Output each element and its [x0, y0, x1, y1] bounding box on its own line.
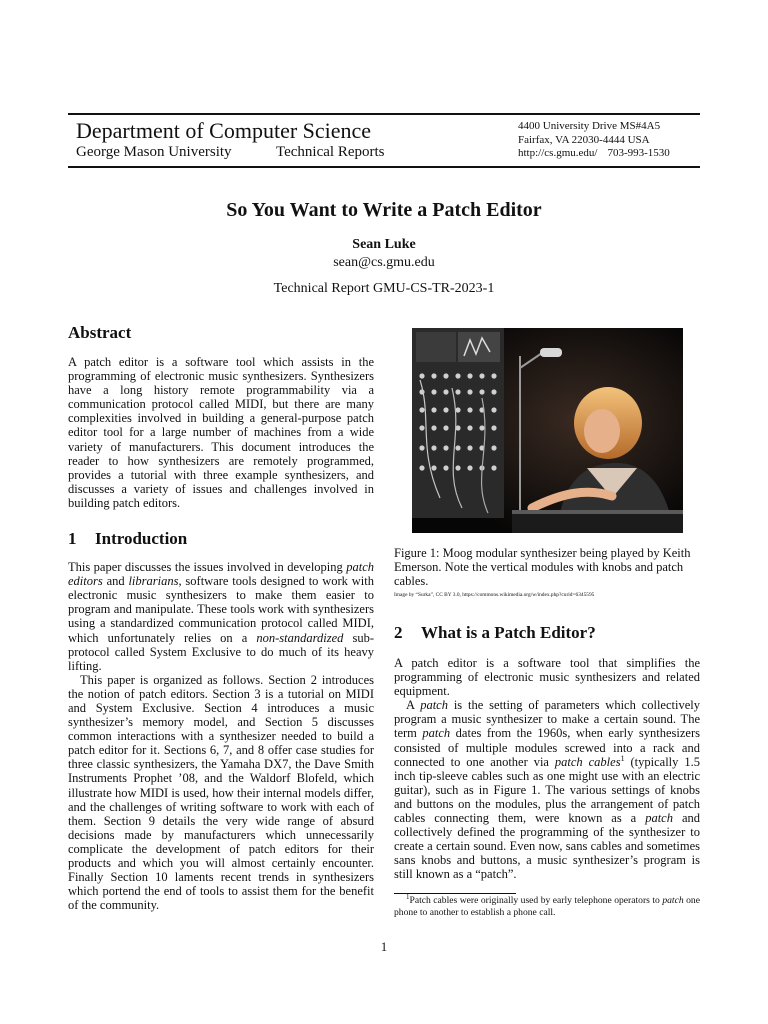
section-2-paragraph-1: A patch editor is a software tool that simplifies the programming of electronic music synthesizers and related equipment.	[394, 656, 700, 699]
department-url: http://cs.gmu.edu/	[518, 147, 598, 159]
footnote-1	[394, 892, 700, 918]
sec2-p2-text-e: and collectively defined the programming of the synthesizer to create a certain sound. Even now, sans cables and sometimes sans knobs and buttons, a music synthesizer’s program is still known as a “patch”.	[394, 811, 700, 882]
abstract-text: A patch editor is a software tool which assists in the programming of electronic music synthesizers. Synthesizers have a long history remote programmability via a communication protocol called MIDI, but there are many complexities involved in building a general-purpose patch editor tool for a large number of machines from a wide variety of manufacturers. This document introduces the reader to how synthesizers are remotely programmed, provides a tutorial with three example synthesizers, and discusses a variety of issues and challenges involved in building patch editors.	[68, 355, 374, 510]
footnote-text-b: one phone to another to establish a phone call.	[394, 895, 700, 918]
intro-p1-emphasis-non-standardized: non-standardized	[256, 630, 344, 645]
abstract-heading: Abstract	[68, 323, 132, 342]
sec2-p2-emphasis-patch-2: patch	[645, 811, 673, 826]
section-2-heading	[394, 623, 700, 643]
sec2-p2-emphasis-patch: patch	[420, 698, 448, 713]
intro-p1-emphasis-patch-editors: patch editors	[68, 560, 374, 589]
sec2-p2-text-c: dates from the 1960s, when early synthesizers consisted of multiple modules screwed into a rack and connected to one another via	[394, 726, 700, 769]
sec2-p2-text-a: A	[406, 698, 421, 713]
image-credit: Image by “Surka”, CC BY 3.0, https://commons.wikimedia.org/w/index.php?curid=6345595	[394, 592, 595, 598]
introduction-paragraph-1	[68, 560, 374, 673]
author-name: Sean Luke	[352, 237, 416, 252]
intro-p1-text-a: This paper discusses the issues involved in developing	[68, 560, 347, 575]
footnote-marker-1[interactable]: 1	[620, 753, 625, 763]
header-top-rule	[68, 113, 700, 115]
intro-p1-text-c: , software tools designed to work with electronic music synthesizers to make them easier to program and manipulate. These tools work with synthesizers using a standardized communication protocol called MIDI, which unfortunately relies on a	[68, 574, 374, 645]
introduction-heading-text: Introduction	[95, 529, 188, 549]
intro-p1-text-b: and	[102, 574, 129, 589]
department-address	[518, 120, 670, 161]
report-number: Technical Report GMU-CS-TR-2023-1	[273, 281, 495, 296]
footnote-rule	[394, 893, 516, 894]
section-2-paragraph-2	[394, 698, 700, 881]
address-line-1: 4400 University Drive MS#4A5	[518, 120, 661, 132]
department-name: Department of Computer Science	[76, 118, 372, 143]
introduction-heading	[68, 529, 374, 549]
paper-title: So You Want to Write a Patch Editor	[226, 199, 542, 221]
author-email: sean@cs.gmu.edu	[333, 255, 435, 270]
footnote-emphasis-patch: patch	[662, 895, 684, 906]
header-bottom-rule	[68, 166, 700, 168]
department-phone: 703-993-1530	[607, 147, 670, 159]
university-name: George Mason University	[76, 144, 232, 160]
right-column	[394, 623, 700, 882]
sec2-p2-emphasis-patch-term: patch	[422, 726, 451, 741]
sec2-p2-emphasis-patch-cables: patch cables	[554, 754, 621, 769]
footnote-1-number: 1	[406, 892, 410, 901]
intro-p1-emphasis-librarians: librarians	[128, 574, 179, 589]
sec2-p2-text-d: (typically 1.5 inch tip-sleeve cables such as one might use with an electric guitar), such as in Figure 1. The various settings of knobs and buttons on the modules, plus the arrangement of patch cables connecting them, were known as a	[394, 754, 700, 826]
footnote-text-a: Patch cables were originally used by early telephone operators to	[409, 895, 663, 906]
introduction-paragraph-2: This paper is organized as follows. Section 2 introduces the notion of patch editors. Section 3 is a tutorial on MIDI and System Exclusive. Section 4 introduces a music synthesizer’s memory model, and Section 5 discusses common interactions with a synthesizer needed to build a patch editor for it. Sections 6, 7, and 8 offer case studies for three classic synthesizers, the Yamaha DX7, the Dave Smith Instruments Prophet ’08, and the Waldorf Blofeld, which illustrate how MIDI is used, how their internal models differ, and the challenges of writing software to work with each of them. Section 9 details the very wide range of absurd decisions made by manufacturers which unnecessarily complicate the development of patch editors for their products and which you will almost certainly encounter. Finally Section 10 laments recent trends in synthesizers which portend the end of tools to assist them for the benefit of the community.	[68, 672, 374, 913]
introduction-section-number: 1	[68, 529, 77, 549]
technical-reports-label: Technical Reports	[276, 144, 385, 160]
left-column	[68, 323, 374, 912]
page-number: 1	[380, 940, 388, 954]
contact-line	[518, 147, 670, 161]
address-line-2: Fairfax, VA 22030-4444 USA	[518, 133, 650, 146]
intro-p1-text-d: sub-protocol called System Exclusive to do much of its heavy lifting.	[68, 630, 375, 673]
sec2-p2-text-b: is the setting of parameters which collectively program a music synthesizer to make a certain sound. The term	[394, 698, 700, 741]
section-2-number: 2	[394, 623, 403, 642]
moog-synthesizer-photo	[412, 328, 683, 533]
section-2-heading-text: What is a Patch Editor?	[421, 623, 596, 642]
figure-1-caption: Figure 1: Moog modular synthesizer being played by Keith Emerson. Note the vertical modules with knobs and patch cables.	[394, 546, 691, 589]
